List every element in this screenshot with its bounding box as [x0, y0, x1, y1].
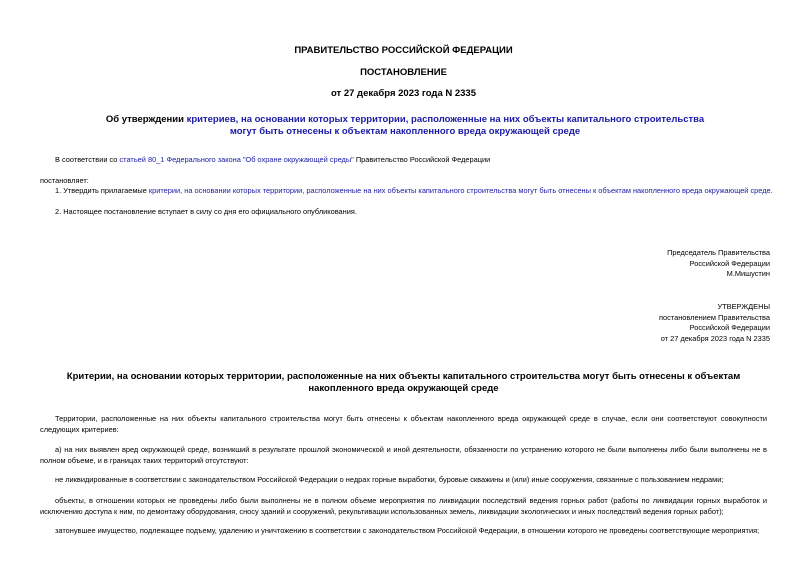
- preamble-prefix: В соответствии со: [55, 155, 120, 164]
- title-criteria-link[interactable]: критериев, на основании которых территории, расположенные на них объекты капитального строительства могут быть отнесены к объектам накопленного вреда окружающей среде: [186, 114, 705, 137]
- approval-stamp: [659, 302, 770, 344]
- item-1-prefix: 1. Утвердить прилагаемые: [55, 186, 149, 195]
- item-2: 2. Настоящее постановление вступает в силу со дня его официального опубликования.: [55, 207, 357, 216]
- government-header: ПРАВИТЕЛЬСТВО РОССИЙСКОЙ ФЕДЕРАЦИИ: [294, 45, 513, 56]
- signature-block: [667, 248, 770, 280]
- paragraph-mining: объекты, в отношении которых не проведены либо были выполнены не в полном объеме мероприятия по ликвидации последствий ведения горных работ (работы по ликвидации горных выработок и исключению доступа к ним, по демонтажу оборудования, сносу зданий и сооружений, рекультивации использованных земель, ликвидации экологических и иных последствий ведения горных работ);: [40, 496, 767, 516]
- document-date-number: от 27 декабря 2023 года N 2335: [330, 88, 476, 99]
- criteria-title: Критерии, на основании которых территории, расположенные на них объекты капитального строительства могут быть отнесены к объектам накопленного вреда окружающей среде: [66, 371, 741, 394]
- paragraph-subsoil: не ликвидированные в соответствии с законодательством Российской Федерации о недрах горные выработки, буровые скважины и (или) иные сооружения, связанные с пользованием недрами;: [55, 475, 724, 484]
- paragraph-intro: Территории, расположенные на них объекты капитального строительства могут быть отнесены к объектам накопленного вреда окружающей среде в случае, если они соответствуют совокупности следующих критериев:: [40, 414, 767, 434]
- signature-name: М.Мишустин: [726, 269, 770, 278]
- signature-position: Председатель Правительства: [667, 248, 770, 257]
- criteria-link[interactable]: критерии, на основании которых территории, расположенные на них объекты капитального строительства могут быть отнесены к объектам накопленного вреда окружающей среде.: [148, 186, 773, 195]
- document-type: ПОСТАНОВЛЕНИЕ: [360, 67, 447, 78]
- law-article-link[interactable]: статьей 80_1 Федерального закона "Об охране окружающей среды": [119, 155, 354, 164]
- title-prefix: Об утверждении: [105, 114, 187, 125]
- paragraph-a: а) на них выявлен вред окружающей среде, возникший в результате прошлой экономической и иной деятельности, обязанности по устранению которого не были выполнены либо были выполнены не в полном объеме, и в границах таких территорий отсутствуют:: [40, 445, 767, 465]
- item-1: [55, 186, 775, 197]
- document-title: [105, 114, 705, 138]
- decides-label: постановляет:: [40, 176, 89, 185]
- preamble-suffix: Правительство Российской Федерации: [353, 155, 491, 164]
- approved-date: от 27 декабря 2023 года N 2335: [660, 333, 770, 343]
- approved-organization: Российской Федерации: [689, 323, 770, 332]
- preamble: [55, 155, 775, 166]
- approved-by: постановлением Правительства: [659, 312, 770, 322]
- approved-label: УТВЕРЖДЕНЫ: [717, 302, 770, 311]
- paragraph-sunken-property: затонувшее имущество, подлежащее подъему, удалению и уничтожению в соответствии с законодательством Российской Федерации, в отношении которого не проведены соответствующие мероприятия;: [55, 526, 760, 535]
- signature-organization: Российской Федерации: [689, 258, 770, 268]
